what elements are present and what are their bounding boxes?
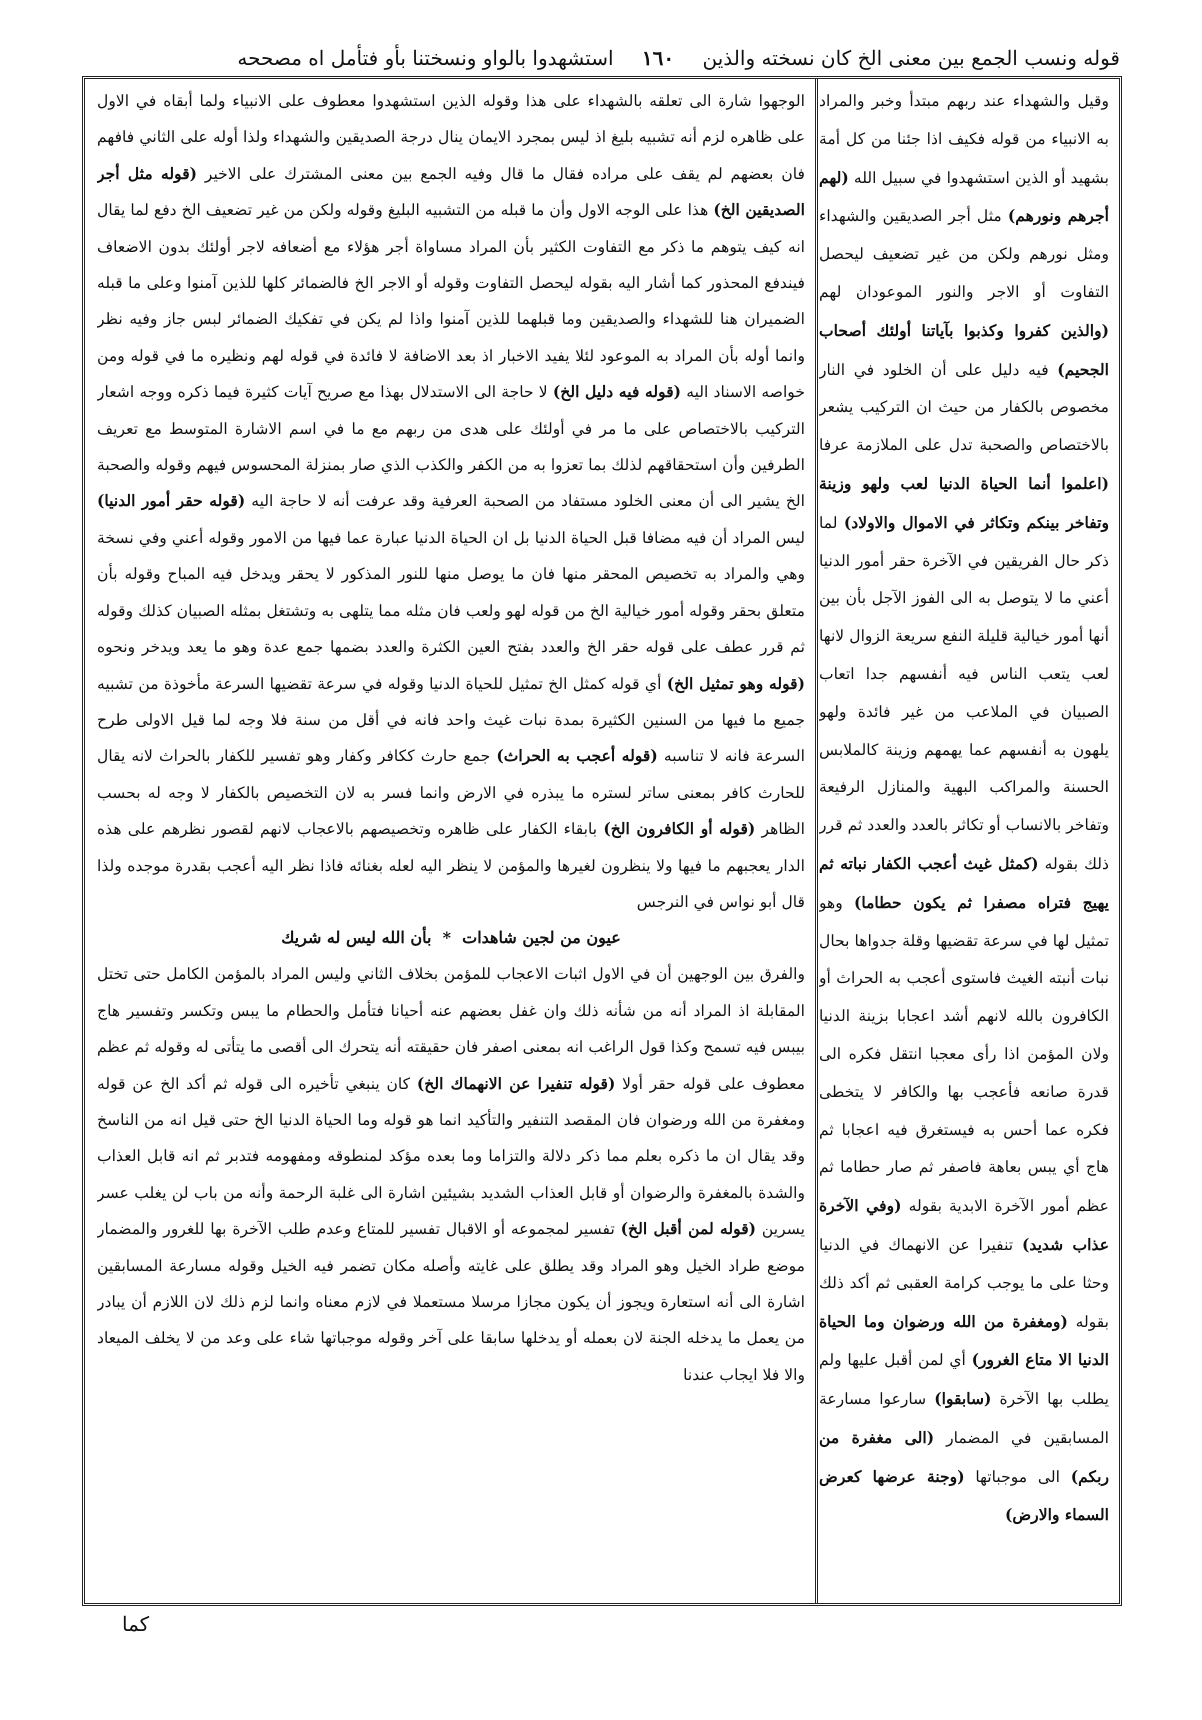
page-header <box>100 38 1120 78</box>
lemma-label: (قوله تنفيرا عن الانهماك الخ) <box>416 1073 616 1093</box>
side-text: وقيل والشهداء عند ربهم مبتدأ وخبر والمراد به الانبياء من قوله فكيف اذا جئنا من كل أمة بشهيد أو الذين استشهدوا في سبيل الله <box>819 92 1109 187</box>
commentary-text: ليس المراد أن فيه مضافا قبل الحياة الدنيا بل ان الحياة الدنيا عبارة عما فيها من الامور وقوله أعني وفي نسخة وهي والمراد به تخصيص المحقر منها فان ما يوصل منها للنور المذكور لا يحقر ويدخل فيه المباح وقوله بأن متعلق بحقر وقوله أمور خيالية الخ من قوله لهو ولعب فان مثله مما يتلهى به وتشتغل بمثله الصبيان كذلك وقوله ثم قرر عطف على قوله حقر الخ والعدد بفتح العين الكثرة والعدد بضمها جمع عدة وهو ما يعد ويدخر ونحوه <box>97 528 805 657</box>
side-text-block <box>819 83 1109 1535</box>
side-text: سارعوا مسارعة المسابقين في المضمار <box>819 1390 1109 1447</box>
lemma-label: (قوله مثل أجر الصديقين الخ) <box>97 163 805 220</box>
header-right-text: قوله ونسب الجمع بين معنى الخ كان نسخته والذين <box>702 46 1120 70</box>
lemma-label: (قوله أعجب به الحراث) <box>496 746 658 766</box>
quran-quote: (سابقوا) <box>934 1389 992 1409</box>
column-divider <box>815 79 818 1603</box>
commentary-text: هذا على الوجه الاول وأن ما قبله من التشبيه البليغ وقوله ولكن من غير تضعيف الخ دفع لما يقال انه كيف يتوهم ما ذكر مع التفاوت الكثير بأن المراد مساواة أجر هؤلاء مع أضعافه لاجر أولئك بدون الاضعاف فيندفع المحذور كما أشار اليه بقوله ليحصل التفاوت وقوله أو الاجر الخ فالضمائر كلها للذين آمنوا وعلى ما قبله الضميران هنا للشهداء والصديقين وما قبلهما للذين آمنوا واذا لم يكن في تفكيك الضمائر لبس جاز وفيه نظر وانما أوله بأن المراد به الموعود لئلا يفيد الاخبار اذ بعد الاضافة لا فائدة في قوله لهم ونظيره ما في قوله ومن خواصه الاسناد اليه <box>97 201 805 402</box>
side-text: فيه دليل على أن الخلود في النار مخصوص بالكفار من حيث ان التركيب يشعر بالاختصاص والصحبة تدل على الملازمة عرفا <box>819 360 1109 455</box>
lemma-label: (قوله حقر أمور الدنيا) <box>97 491 246 511</box>
verse-hemistich-2: بأن الله ليس له شريك <box>281 928 432 948</box>
side-text: الى موجباتها <box>975 1467 1060 1486</box>
quran-quote: (اعلموا أنما الحياة الدنيا لعب ولهو وزينة وتفاخر بينكم وتكاثر في الاموال والاولاد) <box>819 473 1109 532</box>
catchword: كما <box>122 1612 150 1636</box>
commentary-block <box>97 83 805 920</box>
page-frame <box>82 76 1122 1606</box>
poem-verse: عيون من لجين شاهدات * بأن الله ليس له شريك <box>281 928 621 948</box>
side-text: أي لمن أقبل عليها ولم يطلب بها الآخرة <box>819 1351 1109 1409</box>
commentary-text: أي قوله كمثل الخ تمثيل للحياة الدنيا وقوله في سرعة تقضيها السرعة مأخوذة من تشبيه جميع ما فيها من السنين الكثيرة بمدة نبات غيث واحد فانه في أقل من سنة فلا وجه لما قيل الاولى طرح السرعة فانه لا تناسبه <box>97 674 805 766</box>
quran-quote: (والذين كفروا وكذبوا بآياتنا أولئك أصحاب الجحيم) <box>819 320 1109 379</box>
quran-quote: (لهم أجرهم ونورهم) <box>819 167 1109 226</box>
lemma-label: (قوله لمن أقبل الخ) <box>620 1219 757 1239</box>
quran-quote: (وفي الآخرة عذاب شديد) <box>819 1196 1109 1254</box>
quran-quote: (كمثل غيث أعجب الكفار نباته ثم يهيج فتراه مصفرا ثم يكون حطاما) <box>819 853 1109 912</box>
verse-hemistich-1: عيون من لجين شاهدات <box>462 928 621 948</box>
commentary-text: لا حاجة الى الاستدلال بهذا مع صريح آيات كثيرة فيما ذكره ووجه اشعار التركيب بالاختصاص على ما مر في أولئك على هدى من ربهم مع ما في اسم الاشارة المتوسط مع تعريف الطرفين وأن استحقاقهم لذلك بما تعزوا به من الكفر والكذب الذي صار بمنزلة المحسوس فيهم وقوله والصحبة الخ يشير الى أن معنى الخلود مستفاد من الصحبة العرفية وقد عرفت أنه لا حاجة اليه <box>97 383 805 511</box>
lemma-label: (قوله فيه دليل الخ) <box>552 382 682 402</box>
side-column <box>819 83 1109 1599</box>
header-left-text: استشهدوا بالواو ونسختنا بأو فتأمل اه مصححه <box>237 46 614 70</box>
quran-quote: (وجنة عرضها كعرض السماء والارض) <box>819 1466 1109 1525</box>
commentary-text: تفسير لمجموعه أو الاقبال تفسير للمتاع وعدم طلب الآخرة بها للغرور والمضمار موضع طراد الخيل وهو المراد وقد يطلق على غايته وأصله مكان تضمر فيه الخيل وقوله مسارعة المسابقين اشارة الى أنه استعارة ويجوز أن يكون مجازا مرسلا مستعملا في لازم معناه وانما لزم ذلك لان اللازم أن يبادر من يعمل ما يدخله الجنة لان بعمله أو يدخلها سابقا على آخر وقوله موجباتها شاء على وعد من لا يخلف الميعاد والا فلا ايجاب عندنا <box>97 1220 805 1384</box>
commentary-text: كان ينبغي تأخيره الى قوله ثم أكد الخ عن قوله ومغفرة من الله ورضوان فان المقصد التنفير والتأكيد انما هو قوله وما الحياة الدنيا الخ حتى قيل انه من الناسخ وقد يقال ان ما ذكره بعلم مما ذكر دلالة والتزاما وما بعده مؤكد لمنطوقه ومفهومه فتدبر ثم انه قابل العذاب والشدة بالمغفرة والرضوان أو قابل العذاب الشديد بشيئين اشارة الى غلبة الرحمة وأنه من باب لن يغلب عسر يسرين <box>97 1074 805 1239</box>
commentary-text: جمع حارث ككافر وكفار وهو تفسير للكفار بالحراث لانه يقال للحارث كافر بمعنى ساتر لستره ما يبذره في الارض وانما فسر به لان التخصيص بالكفار لا وجه له بحسب الظاهر <box>97 747 805 839</box>
side-text: تنفيرا عن الانهماك في الدنيا وحثا على ما يوجب كرامة العقبى ثم أكد ذلك بقوله <box>819 1235 1109 1331</box>
side-text: مثل أجر الصديقين والشهداء ومثل نورهم ولكن من غير تضعيف ليحصل التفاوت أو الاجر والنور الموعودان لهم <box>819 207 1109 301</box>
commentary-text: والفرق بين الوجهين أن في الاول اثبات الاعجاب للمؤمن بخلاف الثاني وليس المراد بالمؤمن الكامل حتى تختل المقابلة اذ المراد أنه من شأنه ذلك وان غفل بعضهم عنه أحيانا فتأمل والحطام ما يبس وتكسر وتفسير هاج بيبس فيه تسمح وكذا قول الراغب انه بمعنى اصفر فان حقيقته أنه يتحرك الى أقصى ما يتأتى له وقوله ثم عظم معطوف على قوله حقر أولا <box>97 965 805 1093</box>
lemma-label: (قوله وهو تمثيل الخ) <box>666 673 805 693</box>
commentary-text: بابقاء الكفار على ظاهره وتخصيصهم بالاعجاب لانهم لقصور نظرهم على هذه الدار يعجبهم ما فيها ولا ينظرون لغيرها والمؤمن لا ينظر اليه لعله بغنائه فاذا نظر اليه أعجب بقدرة موجده ولذا قال أبو نواس في النرجس <box>97 820 805 911</box>
page-number: ١٦٠ <box>641 46 675 70</box>
side-text: لما ذكر حال الفريقين في الآخرة حقر أمور الدنيا أعني ما لا يتوصل به الى الفوز الآجل بأن بين أنها أمور خيالية قليلة النفع سريعة الزوال لانها لعب يتعب الناس فيه أنفسهم جدا اتعاب الصبيان في الملاعب من غير فائدة ولهو يلهون به أنفسهم عما يهمهم وزينة كالملابس الحسنة والمراكب البهية والمنازل الرفيعة وتفاخر بالانساب أو تكاثر بالعدد والعدد ثم قرر ذلك بقوله <box>819 513 1109 873</box>
lemma-label: (قوله أو الكافرون الخ) <box>603 819 756 839</box>
quran-quote: (الى مغفرة من ربكم) <box>819 1427 1109 1486</box>
quran-quote: (ومغفرة من الله ورضوان وما الحياة الدنيا الا متاع الغرور) <box>819 1311 1109 1370</box>
commentary-text: الوجهوا شارة الى تعلقه بالشهداء على هذا وقوله الذين استشهدوا معطوف على الانبياء ولما أبقاه في الاول على ظاهره لزم أنه تشبيه بليغ اذ ليس بمجرد الايمان ينال درجة الصديقين والشهداء ولذا أوله على الثاني فافهم فان بعضهم لم يقف على مراده فقال ما قال وفيه الجمع بين معنى المشترك على الاخير <box>97 92 805 183</box>
commentary-block <box>97 956 805 1393</box>
side-text: وهو تمثيل لها في سرعة تقضيها وقلة جدواها بحال نبات أنبته الغيث فاستوى أعجب به الحراث أو الكافرون بالله لانهم أشد اعجابا بزينة الدنيا ولان المؤمن اذا رأى معجبا انتقل فكره الى قدرة صانعه فأعجب بها والكافر لا يتخطى فكره عما أحس به فيستغرق فيه اعجابا ثم هاج أي يبس بعاهة فاصفر ثم صار حطاما ثم عظم أمور الآخرة الابدية بقوله <box>819 893 1109 1216</box>
main-column <box>97 83 805 1599</box>
